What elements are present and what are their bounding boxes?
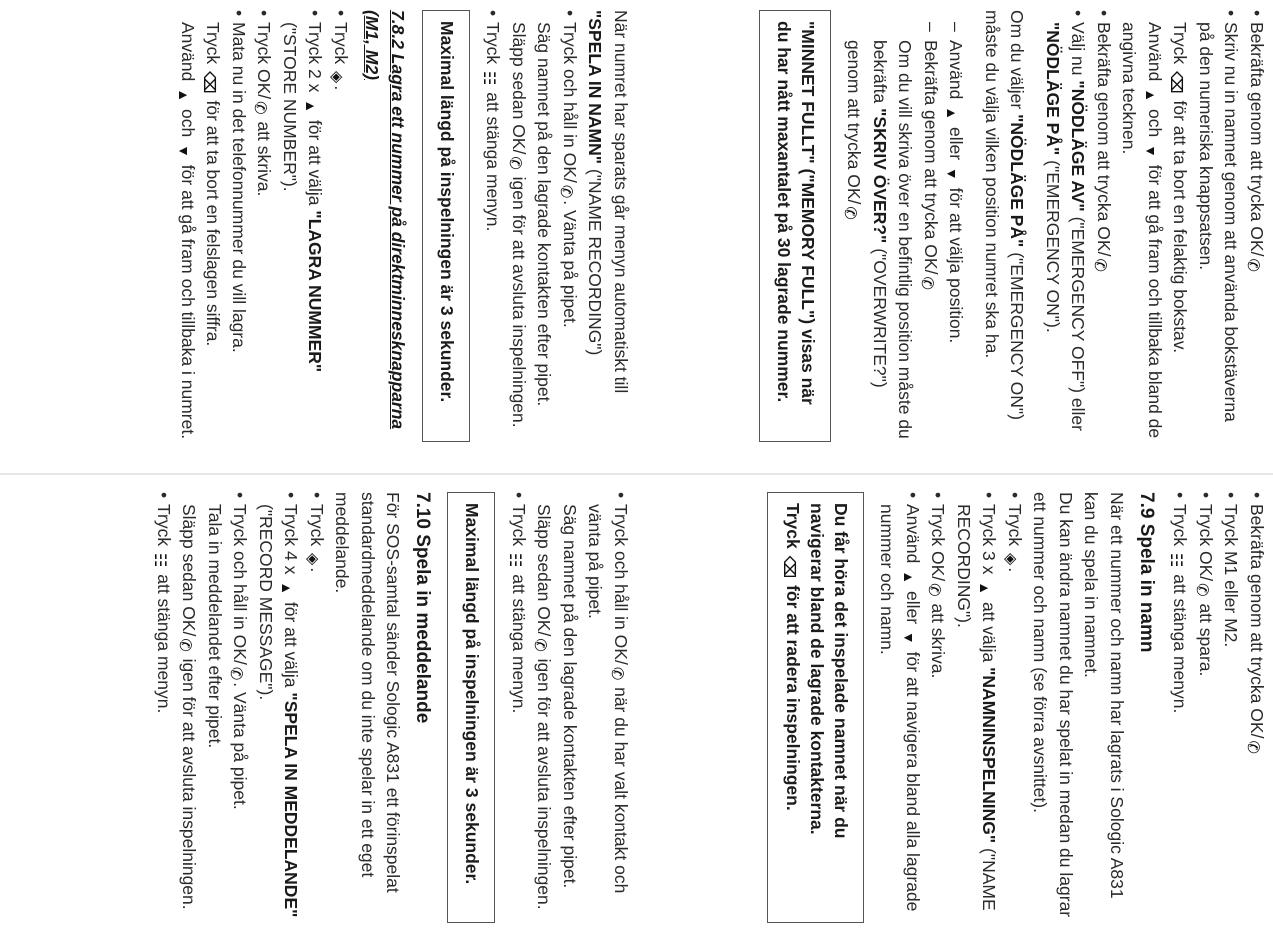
- instruction-text: ("EMERGENCY OFF") eller: [1068, 216, 1089, 431]
- menu-icon: ☷: [151, 553, 168, 568]
- phone-icon: ✆: [176, 638, 194, 652]
- ok-button-label: OK/: [560, 152, 580, 183]
- page-1-column-2: [0, 6, 633, 450]
- instruction-text: Tryck 3 x: [979, 504, 1000, 575]
- instruction-text: Tryck och håll in: [611, 504, 631, 630]
- ok-button-label: OK/: [1247, 226, 1267, 257]
- instruction-text: Tryck: [331, 22, 351, 65]
- ok-button-label: OK/: [921, 244, 941, 275]
- instruction-text: Bekräfta genom att trycka: [1247, 504, 1267, 704]
- list-item: • Tryck ◈.: [1002, 492, 1028, 927]
- phone-icon: ✆: [227, 666, 245, 681]
- section-heading: 7.9 Spela in namn: [1136, 492, 1157, 653]
- note-box: [759, 10, 831, 442]
- instruction-text: för att gå fram och tillbaka bland de angivna tecknen.: [1119, 22, 1165, 439]
- instruction-text: Tryck M1 eller M2.: [1221, 504, 1242, 648]
- note-box: [448, 492, 496, 923]
- list-item: [531, 492, 633, 927]
- instruction-text: Mata nu in det telefonnummer du vill lagra.: [229, 22, 249, 353]
- paragraph: [582, 10, 633, 446]
- navigation-key-icon: ◈: [328, 71, 345, 84]
- note-text: Du får höra det inspelade namnet när du navigerar bland de lagrade kontakterna.: [807, 503, 851, 839]
- instruction-text: ("RECORD MESSAGE").: [256, 504, 276, 701]
- list-item: [1167, 492, 1193, 927]
- arrow-down-icon: ▼: [901, 630, 917, 645]
- list-item: [251, 10, 277, 446]
- instruction-text: Tryck: [483, 22, 504, 65]
- instruction-text: Bekräfta genom att trycka: [1094, 22, 1114, 222]
- paragraph: För SOS-samtal sänder Sologic A831 ett förinspelat standardmeddelande om du inte spelar in ett eget meddelande.: [332, 492, 404, 893]
- paragraph: [979, 10, 1030, 446]
- instruction-text: Använd: [903, 504, 923, 564]
- paragraph-text: ("NAME RECORDING"): [585, 168, 606, 356]
- instruction-text: Tryck: [154, 504, 174, 547]
- manual-page-1: [0, 0, 1273, 468]
- instruction-text: Tryck: [254, 22, 275, 65]
- instruction-text: ("STORE NUMBER").: [280, 22, 300, 192]
- list-item: [1193, 492, 1219, 927]
- instruction-text: Vänta på pipet.: [560, 209, 580, 328]
- phone-icon: ✆: [1091, 258, 1108, 272]
- ok-button-label: OK/: [254, 69, 275, 100]
- ok-button-label: OK/: [844, 174, 865, 205]
- ok-button-label: OK/: [1247, 708, 1267, 739]
- paragraph: [841, 10, 918, 446]
- instruction-text: Tryck: [928, 504, 949, 547]
- list-item: • Tryck och håll in OK/✆. Vänta på pipet. Tala in meddelandet efter pipet. Släpp sedan OK/✆ igen för att avsluta inspelningen.: [176, 492, 253, 927]
- option-label: "NÖDLÄGE AV": [1068, 80, 1089, 212]
- paragraph: När ett nummer och namn har lagrats i Sologic A831 kan du spela in namnet.: [1081, 492, 1127, 899]
- ok-button-label: OK/: [611, 634, 631, 665]
- phone-icon: ✆: [608, 666, 625, 681]
- instruction-text: att skriva.: [254, 121, 275, 197]
- list-item: [1244, 492, 1270, 927]
- list-item: [151, 492, 177, 927]
- instruction-text: Tryck 4 x: [281, 504, 302, 575]
- list-item: [253, 492, 304, 927]
- note-text: Maximal längd på inspelningen är 3 sekunder.: [437, 21, 457, 403]
- menu-icon: ☷: [506, 553, 523, 568]
- list-item: – Använd ▲ eller ▼ för att välja position.: [944, 22, 967, 344]
- phone-icon: ✆: [1244, 258, 1261, 272]
- note-text: Maximal längd på inspelningen är 3 sekunder.: [462, 503, 483, 885]
- note-box: [422, 10, 470, 442]
- phone-icon: ✆: [1193, 583, 1210, 597]
- instruction-text: för att ta bort en felaktig bokstav.: [1170, 100, 1191, 354]
- instruction-text: för att välja: [305, 119, 326, 206]
- instruction-text: att stänga menyn.: [154, 574, 174, 714]
- delete-icon: ⌫: [780, 555, 797, 579]
- instruction-text: Använd: [178, 22, 198, 82]
- instruction-text: Tryck: [1170, 22, 1191, 65]
- instruction-text: att stänga menyn.: [483, 92, 504, 232]
- ok-button-label: OK/: [928, 551, 949, 582]
- instruction-text: Bekräfta genom att trycka: [1247, 22, 1267, 222]
- navigation-key-icon: ◈: [1002, 553, 1019, 566]
- note-text: för att radera inspelningen.: [783, 585, 803, 811]
- paragraph: Du kan ändra namnet du har spelat in medan du lagrar ett nummer och namn (se förra avsnittet).: [1030, 492, 1076, 918]
- instruction-text: ("NAME RECORDING").: [954, 504, 1000, 911]
- instruction-text: att stänga menyn.: [509, 574, 529, 714]
- ok-button-label: OK/: [509, 124, 529, 155]
- instruction-text: Välj nu: [1068, 22, 1089, 76]
- instruction-text: Tryck: [1170, 504, 1191, 547]
- paragraph-text: Om du väljer: [1007, 10, 1028, 110]
- arrow-up-icon: ▲: [303, 99, 320, 114]
- arrow-down-icon: ▼: [176, 144, 192, 158]
- instruction-text: Släpp sedan: [534, 504, 555, 602]
- instruction-text: Vänta på pipet.: [230, 691, 251, 810]
- instruction-text: igen för att avsluta inspelningen.: [509, 176, 529, 428]
- menu-icon: ☷: [1167, 553, 1185, 568]
- phone-icon: ✆: [251, 101, 269, 115]
- list-item: • Tryck och håll in OK/✆. Vänta på pipet. Säg namnet på den lagrade kontakten efter pipet. Släpp sedan OK/✆ igen för att avsluta inspelningen.: [506, 10, 583, 446]
- phone-icon: ✆: [531, 638, 549, 652]
- instruction-text: Tryck: [1196, 504, 1216, 547]
- arrow-down-icon: ▼: [944, 166, 961, 181]
- navigation-key-icon: ◈: [304, 553, 321, 566]
- option-label: "NÖDLÄGE PÅ": [1007, 114, 1028, 248]
- arrow-up-icon: ▲: [977, 581, 994, 596]
- arrow-up-icon: ▲: [901, 570, 917, 585]
- instruction-text: igen för att avsluta inspelningen.: [179, 658, 200, 910]
- instruction-text: Säg namnet på den lagrade kontakten efter pipet.: [534, 22, 555, 407]
- menu-icon: ☷: [480, 71, 498, 86]
- instruction-text: Tryck: [1005, 504, 1025, 547]
- manual-page-2: [0, 482, 1273, 949]
- ok-button-label: OK/: [1094, 226, 1114, 257]
- phone-icon: ✆: [918, 276, 935, 290]
- ok-button-label: OK/: [230, 634, 251, 665]
- instruction-text: att skriva.: [928, 603, 949, 679]
- ok-button-label: OK/: [179, 606, 200, 637]
- paragraph-text: ("EMERGENCY ON") måste du välja vilken position numret ska ha.: [982, 10, 1028, 420]
- option-label: "NAMNINSPELNING": [979, 667, 1000, 844]
- delete-icon: ⌫: [200, 71, 218, 94]
- page-2-column-2: [0, 488, 633, 931]
- phone-icon: ✆: [841, 206, 859, 220]
- page-divider: [0, 473, 1273, 475]
- phone-icon: ✆: [1244, 740, 1261, 754]
- instruction-text: ("EMERGENCY ON").: [1043, 160, 1063, 333]
- option-label: "LAGRA NUMMER": [305, 210, 326, 373]
- page-2-content: [0, 482, 1273, 949]
- arrow-up-icon: ▲: [279, 581, 296, 596]
- option-label: "SPELA IN MEDDELANDE": [281, 692, 302, 918]
- list-item: [277, 10, 328, 446]
- delete-icon: ⌫: [1167, 71, 1185, 94]
- page-1-column-1: [633, 6, 1269, 450]
- list-item: [925, 492, 951, 927]
- list-item: • Tryck ◈.: [304, 492, 330, 927]
- page-2-column-1: [633, 488, 1269, 931]
- note-box: [767, 492, 864, 923]
- instruction-text: Använd: [946, 40, 967, 100]
- instruction-text: eller: [946, 126, 967, 161]
- instruction-text: Tryck: [203, 22, 224, 65]
- list-item: [1218, 492, 1244, 927]
- instruction-text: Tryck och håll in: [230, 504, 251, 630]
- arrow-up-icon: ▲: [1143, 88, 1159, 103]
- instruction-text: för att välja: [281, 601, 302, 688]
- page-1-content: [0, 0, 1273, 468]
- phone-icon: ✆: [506, 156, 523, 170]
- instruction-text: för att välja position.: [946, 187, 967, 344]
- list-item: [1091, 10, 1117, 446]
- arrow-up-icon: ▲: [176, 88, 192, 103]
- list-item: [874, 492, 925, 927]
- instruction-text: Släpp sedan: [179, 504, 200, 602]
- list-item: [1040, 10, 1091, 446]
- list-item: [1244, 10, 1270, 446]
- instruction-text: att spara.: [1196, 603, 1216, 677]
- list-item: [175, 10, 252, 446]
- instruction-text: Tryck: [509, 504, 529, 547]
- instruction-text: för att ta bort en felslagen siffra.: [203, 100, 224, 347]
- instruction-text: att välja: [979, 601, 1000, 663]
- phone-icon: ✆: [925, 583, 943, 597]
- phone-icon: ✆: [557, 184, 574, 199]
- instruction-text: Säg namnet på den lagrade kontakten efter pipet.: [560, 504, 580, 889]
- arrow-down-icon: ▼: [1143, 144, 1159, 158]
- paragraph-text: ("OVERWRITE?") genom att trycka: [844, 40, 890, 388]
- arrow-up-icon: ▲: [944, 106, 961, 121]
- instruction-text: Bekräfta genom att trycka: [921, 40, 941, 240]
- section-heading: 7.10 Spela in meddelande: [412, 492, 434, 724]
- ok-button-label: OK/: [534, 606, 555, 637]
- instruction-text: Tryck och håll in: [560, 22, 580, 148]
- instruction-text: att stänga menyn.: [1170, 574, 1191, 714]
- option-label: "SPELA IN NAMN": [585, 10, 606, 165]
- instruction-text: och: [1145, 108, 1165, 138]
- option-label: "SKRIV ÖVER?": [870, 108, 890, 244]
- note-text: "MINNET FULLT" ("MEMORY FULL") visas när du har nått maxantalet på 30 lagrade nummer.: [774, 21, 818, 405]
- instruction-text: och: [178, 108, 198, 138]
- instruction-text: Tryck: [307, 504, 327, 547]
- ok-button-label: OK/: [1196, 551, 1216, 582]
- list-item: [1116, 10, 1244, 446]
- list-item: [480, 10, 506, 446]
- instruction-text: Släpp sedan: [509, 22, 529, 120]
- instruction-text: Använd: [1145, 22, 1165, 82]
- instruction-text: för att gå fram och tillbaka i numret.: [178, 164, 198, 440]
- instruction-text: för att navigera bland alla lagrade nummer och namn.: [877, 504, 923, 912]
- list-item: [506, 492, 532, 927]
- list-item: [951, 492, 1002, 927]
- instruction-text: när du har valt kontakt och vänta på pipet.: [585, 504, 631, 894]
- list-item: • Tryck ◈.: [328, 10, 354, 446]
- paragraph-text: När numret har sparats går menyn automatiskt till: [611, 10, 631, 394]
- section-subheading: 7.8.2 Lagra ett nummer på direktminnesknapparna (M1, M2): [362, 10, 408, 430]
- instruction-text: Skriv nu in namnet genom att använda bokstäverna på den numeriska knappsatsen.: [1196, 22, 1242, 422]
- paragraph-text: Om du vill skriva över en befintlig position måste du bekräfta: [870, 40, 916, 439]
- option-label: "NÖDLÄGE PÅ": [1043, 22, 1063, 156]
- instruction-text: Tryck 2 x: [305, 22, 326, 93]
- note-text: Tryck: [783, 503, 803, 549]
- instruction-text: eller: [903, 590, 923, 625]
- instruction-text: igen för att avsluta inspelningen.: [534, 658, 555, 910]
- instruction-text: Tala in meddelandet efter pipet.: [205, 504, 225, 749]
- list-item: – Bekräfta genom att trycka OK/✆: [918, 22, 941, 290]
